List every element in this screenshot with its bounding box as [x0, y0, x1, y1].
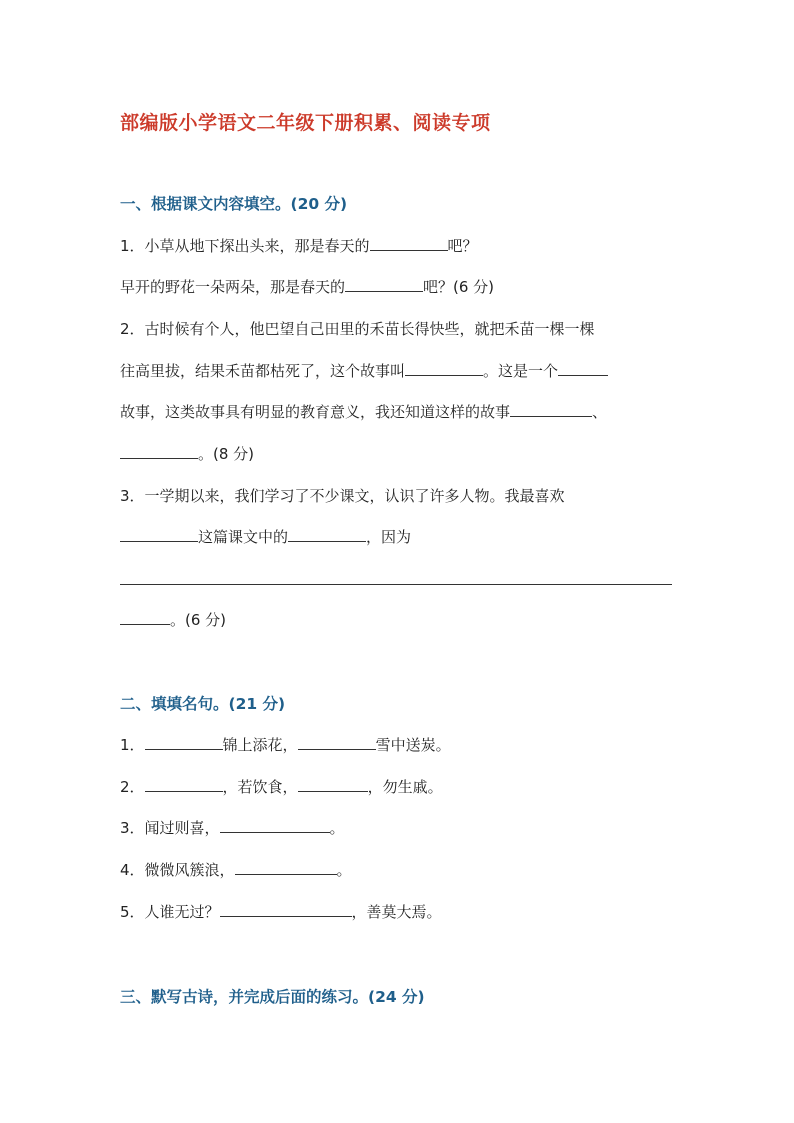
- q1-text-a: 1．小草从地下探出头来，那是春天的: [120, 237, 370, 255]
- answer-blank[interactable]: [345, 276, 423, 292]
- question-3-line-4: [120, 609, 226, 630]
- proverb-4-text-a: 4．微微风簇浪，: [120, 861, 235, 879]
- proverb-1-number: 1．: [120, 736, 145, 754]
- question-2-line-2: [120, 360, 608, 381]
- question-2-line-3: [120, 401, 607, 422]
- proverb-5-text-a: 5．人谁无过？: [120, 903, 220, 921]
- answer-blank[interactable]: [220, 901, 352, 917]
- q2-text-b: 。这是一个: [483, 362, 559, 380]
- answer-blank[interactable]: [558, 360, 608, 376]
- q1-text-d: 吧？(6 分): [423, 278, 495, 296]
- q3-text-c: 。(6 分): [170, 611, 227, 629]
- proverb-line-5: [120, 901, 442, 922]
- proverb-3-text-a: 3．闻过则喜，: [120, 819, 220, 837]
- proverb-line-1: [120, 734, 451, 755]
- question-2-line-1: 2．古时候有个人，他巴望自己田里的禾苗长得快些，就把禾苗一棵一棵: [120, 320, 595, 338]
- answer-blank[interactable]: [120, 526, 198, 542]
- answer-line-full[interactable]: [120, 584, 672, 585]
- answer-blank[interactable]: [235, 859, 337, 875]
- q3-text-b: ，因为: [366, 528, 412, 546]
- proverb-2-number: 2．: [120, 778, 145, 796]
- proverb-line-2: [120, 776, 443, 797]
- question-3-line-2: [120, 526, 411, 547]
- answer-blank[interactable]: [510, 401, 592, 417]
- answer-blank[interactable]: [288, 526, 366, 542]
- question-2-line-4: [120, 443, 254, 464]
- proverb-3-text-b: 。: [329, 819, 345, 837]
- proverb-line-4: [120, 859, 352, 880]
- q2-text-c: 故事，这类故事具有明显的教育意义，我还知道这样的故事: [120, 403, 511, 421]
- proverb-5-text-b: ，善莫大焉。: [351, 903, 442, 921]
- proverb-1-text-a: 锦上添花，: [222, 736, 298, 754]
- section-3-heading: 三、默写古诗，并完成后面的练习。(24 分): [120, 988, 425, 1006]
- proverb-4-text-b: 。: [336, 861, 352, 879]
- question-1-line-1: [120, 235, 478, 256]
- question-3-line-1: 3．一学期以来，我们学习了不少课文，认识了许多人物。我最喜欢: [120, 487, 565, 505]
- q1-text-c: 早开的野花一朵两朵，那是春天的: [120, 278, 346, 296]
- answer-blank[interactable]: [298, 734, 376, 750]
- answer-blank[interactable]: [145, 734, 223, 750]
- q3-text-a: 这篇课文中的: [198, 528, 289, 546]
- answer-blank[interactable]: [298, 776, 368, 792]
- q2-text-e: 。(8 分): [198, 445, 255, 463]
- answer-blank[interactable]: [370, 235, 448, 251]
- q2-text-a: 往高里拔，结果禾苗都枯死了，这个故事叫: [120, 362, 406, 380]
- page-title: 部编版小学语文二年级下册积累、阅读专项: [120, 112, 491, 134]
- proverb-2-text-a: ，若饮食，: [222, 778, 298, 796]
- proverb-line-3: [120, 817, 345, 838]
- proverb-1-text-b: 雪中送炭。: [375, 736, 451, 754]
- answer-blank[interactable]: [120, 443, 198, 459]
- section-2-heading: 二、填填名句。(21 分): [120, 695, 286, 713]
- answer-blank[interactable]: [405, 360, 483, 376]
- answer-blank[interactable]: [220, 817, 330, 833]
- answer-blank[interactable]: [120, 609, 170, 625]
- q1-text-b: 吧？: [447, 237, 478, 255]
- proverb-2-text-b: ，勿生戚。: [367, 778, 443, 796]
- q2-text-d: 、: [592, 403, 608, 421]
- answer-blank[interactable]: [145, 776, 223, 792]
- question-1-line-2: [120, 276, 494, 297]
- section-1-heading: 一、根据课文内容填空。(20 分): [120, 195, 348, 213]
